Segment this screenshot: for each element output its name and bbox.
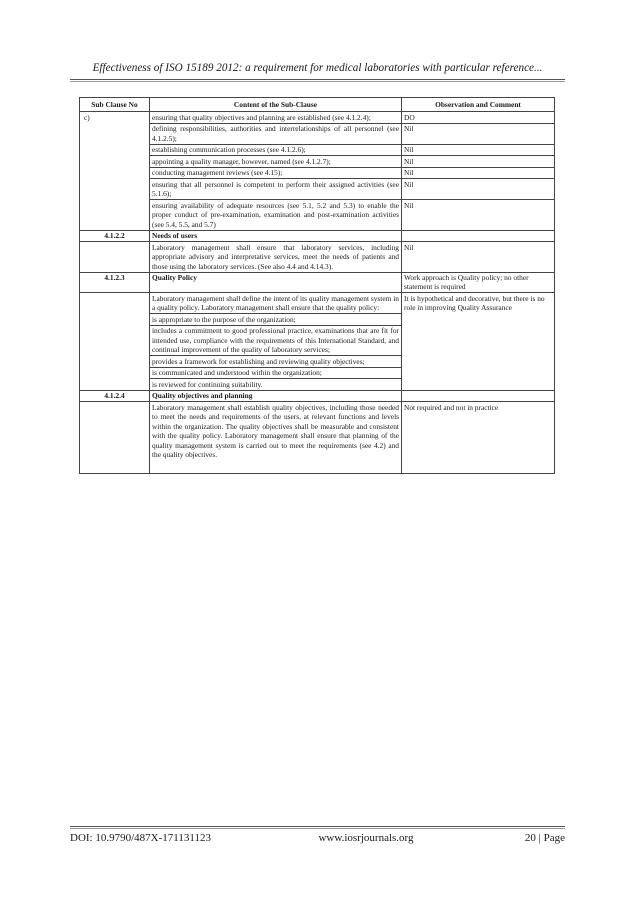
table-header-row [80, 98, 555, 112]
sub-clause-cell [80, 167, 150, 178]
clause-heading: Quality objectives and planning [150, 390, 402, 401]
sub-clause-cell [80, 367, 150, 378]
table-row [80, 402, 555, 474]
header-observation: Observation and Comment [402, 98, 555, 112]
observation-cell [402, 314, 555, 325]
observation-cell [402, 367, 555, 378]
sub-clause-number: 4.1.2.2 [80, 230, 150, 241]
table-row [80, 242, 555, 272]
table-row [80, 230, 555, 241]
content-cell: defining responsibilities, authorities and interrelationships of all personnel (see 4.1.2.5); [150, 123, 402, 144]
observation-cell: Nil [402, 144, 555, 155]
content-cell: ensuring availability of adequate resources (see 5.1, 5.2 and 5.3) to enable the proper conduct of pre-examination, examination and post-examination activities (see 5.4, 5.5, and 5.7) [150, 200, 402, 230]
content-cell: is appropriate to the purpose of the organization; [150, 314, 402, 325]
footer-doi: DOI: 10.9790/487X-171131123 [70, 832, 211, 844]
sub-clause-cell [80, 123, 150, 144]
observation-cell [402, 356, 555, 367]
header-rule [70, 79, 565, 80]
observation-cell: Work approach is Quality policy; no other statement is required [402, 272, 555, 293]
footer-site: www.iosrjournals.org [318, 832, 414, 844]
table-row [80, 272, 555, 293]
footer-rule-secondary [70, 828, 565, 829]
table-row [80, 144, 555, 155]
table-row [80, 167, 555, 178]
content-cell: ensuring that all personnel is competent to perform their assigned activities (see 5.1.6); [150, 179, 402, 200]
sub-clause-cell [80, 200, 150, 230]
sub-clause-cell [80, 242, 150, 272]
sub-clause-cell [80, 356, 150, 367]
observation-cell [402, 379, 555, 390]
header-content: Content of the Sub-Clause [150, 98, 402, 112]
footer-rule [70, 826, 565, 827]
content-cell: ensuring that quality objectives and planning are established (see 4.1.2.4); [150, 112, 402, 123]
table-row [80, 156, 555, 167]
table-row [80, 200, 555, 230]
footer-page-number: 20 | Page [524, 832, 565, 844]
table-row [80, 112, 555, 123]
content-cell: is reviewed for continuing suitability. [150, 379, 402, 390]
observation-cell: Not required and not in practice [402, 402, 555, 474]
observation-cell: DO [402, 112, 555, 123]
content-cell: is communicated and understood within the organization; [150, 367, 402, 378]
clause-heading: Needs of users [150, 230, 402, 241]
sub-clause-cell [80, 325, 150, 355]
header-sub-clause: Sub Clause No [80, 98, 150, 112]
clause-table [79, 97, 555, 474]
clause-heading: Quality Policy [150, 272, 402, 293]
content-cell: conducting management reviews (see 4.15); [150, 167, 402, 178]
table-row [80, 123, 555, 144]
sub-clause-cell [80, 379, 150, 390]
table-row [80, 293, 555, 314]
sub-clause-number: 4.1.2.4 [80, 390, 150, 401]
table-row [80, 356, 555, 367]
sub-clause-cell [80, 402, 150, 474]
observation-cell: Nil [402, 179, 555, 200]
table-row [80, 314, 555, 325]
sub-clause-cell [80, 144, 150, 155]
content-cell: appointing a quality manager, however, named (see 4.1.2.7); [150, 156, 402, 167]
observation-cell: Nil [402, 123, 555, 144]
sub-clause-cell [80, 293, 150, 314]
sub-clause-cell [80, 179, 150, 200]
observation-cell: Nil [402, 156, 555, 167]
content-cell: Laboratory management shall ensure that laboratory services, including appropriate advisory and interpretative services, meet the needs of patients and those using the laboratory services. (See also 4.4 and 4.14.3). [150, 242, 402, 272]
observation-cell: Nil [402, 167, 555, 178]
table-row [80, 390, 555, 401]
content-cell: Laboratory management shall define the intent of its quality management system in a quality policy. Laboratory management shall ensure that the quality policy: [150, 293, 402, 314]
table-row [80, 367, 555, 378]
table-row [80, 325, 555, 355]
content-cell: establishing communication processes (see 4.1.2.6); [150, 144, 402, 155]
content-cell: provides a framework for establishing and reviewing quality objectives; [150, 356, 402, 367]
observation-cell [402, 390, 555, 401]
table-row [80, 179, 555, 200]
header-rule-secondary [70, 81, 565, 82]
sub-clause-cell [80, 314, 150, 325]
observation-cell [402, 325, 555, 355]
table-row [80, 379, 555, 390]
content-cell: Laboratory management shall establish quality objectives, including those needed to meet the needs and requirements of the users, at relevant functions and levels within the organization. The quality objectives shall be measurable and consistent with the quality policy. Laboratory management shall ensure that planning of the quality management system is carried out to meet the requirements (see 4.2) and the quality objectives. [150, 402, 402, 474]
observation-cell: Nil [402, 200, 555, 230]
running-header: Effectiveness of ISO 15189 2012: a requirement for medical laboratories with particular reference... [92, 62, 543, 74]
observation-cell [402, 230, 555, 241]
content-cell: includes a commitment to good professional practice, examinations that are fit for intended use, compliance with the requirements of this International Standard, and continual improvement of the quality of laboratory services; [150, 325, 402, 355]
observation-cell: It is hypothetical and decorative, but there is no role in improving Quality Assurance [402, 293, 555, 314]
sub-clause-cell [80, 156, 150, 167]
observation-cell: Nil [402, 242, 555, 272]
sub-clause-cell: c) [80, 112, 150, 123]
sub-clause-number: 4.1.2.3 [80, 272, 150, 293]
